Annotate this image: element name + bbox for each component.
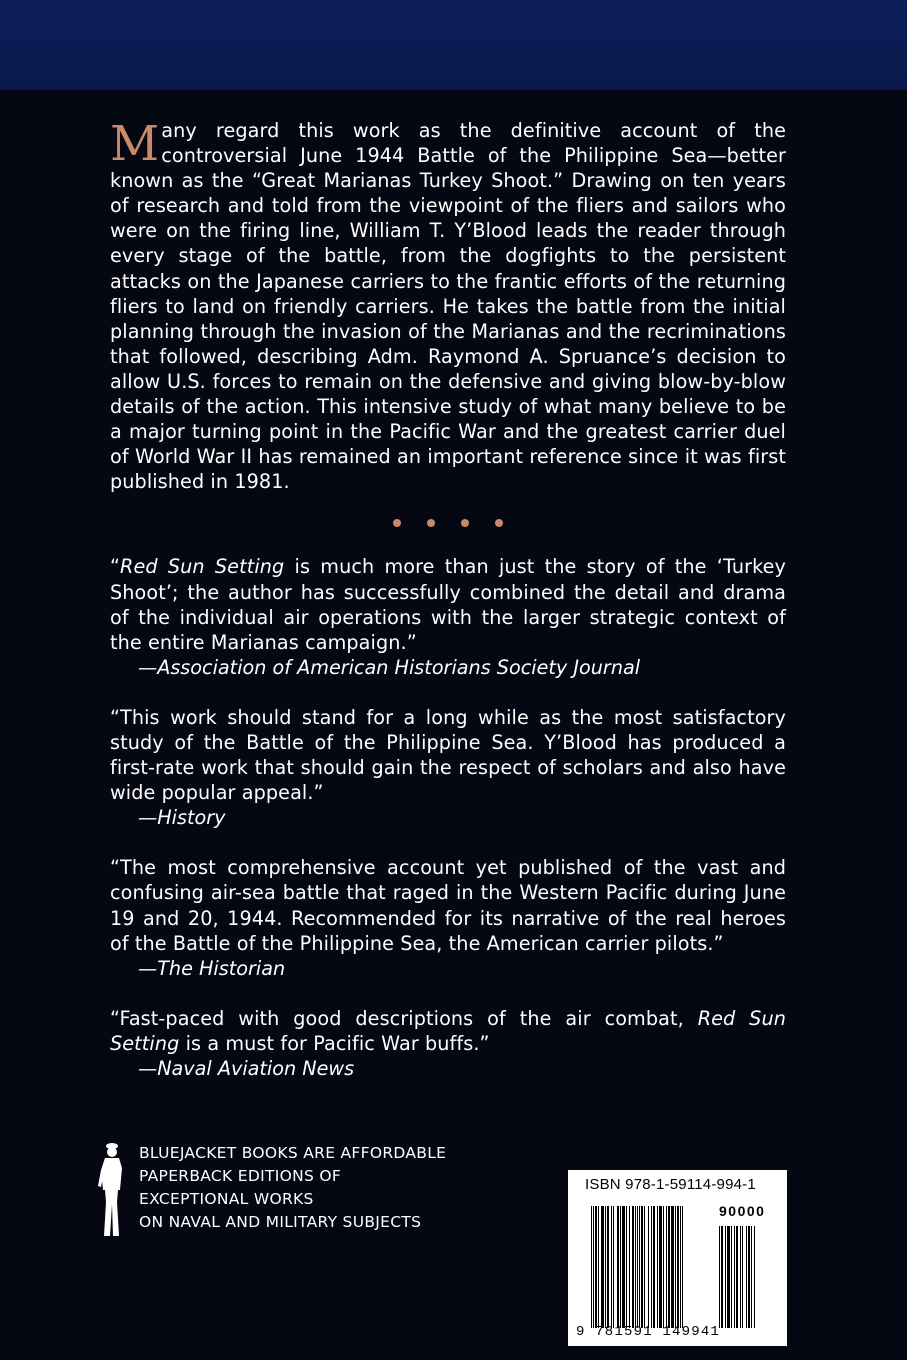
barcode-block <box>568 1170 787 1346</box>
quote-text: is a must for Pacific War buffs.” <box>179 1031 490 1055</box>
barcode-bar <box>755 1226 756 1328</box>
quote-source: —Naval Aviation News <box>138 1057 355 1080</box>
quote-source: —Association of American Historians Society Journal <box>138 655 641 679</box>
top-color-band <box>0 0 907 90</box>
isbn-label: ISBN 978-1-59114-994-1 <box>585 1176 756 1193</box>
review-quote-1 <box>110 554 786 679</box>
sailor-silhouette-icon <box>96 1142 126 1238</box>
divider-dot <box>495 519 503 527</box>
series-line: BLUEJACKET BOOKS ARE AFFORDABLE <box>139 1144 447 1162</box>
series-line: PAPERBACK EDITIONS OF <box>139 1167 342 1185</box>
ean-digits: 9 781591 149941 <box>576 1324 721 1340</box>
divider-dot <box>393 519 401 527</box>
quote-book-title: Red Sun Setting <box>120 555 285 579</box>
quote-source: —History <box>138 806 226 830</box>
ean-barcode-bars <box>591 1206 715 1328</box>
series-statement <box>139 1142 446 1234</box>
section-divider <box>110 512 786 534</box>
addon-barcode-bars <box>719 1226 774 1328</box>
description-text: any regard this work as the definitive account of the controversial June 1944 Battle of the Philippine Sea—better known as the “Great Marianas Turkey Shoot.” Drawing on ten years of research and told from the viewpoint of the fliers and sailors who were on the firing line, William T. Y’Blood leads the reader through every stage of the battle, from the dogfights to the persistent attacks on the Japanese carriers to the frantic efforts of the returning fliers to land on friendly carriers. He takes the battle from the initial planning through the invasion of the Marianas and the recriminations that followed, describing Adm. Raymond A. Spruance’s decision to allow U.S. forces to remain on the defensive and giving blow-by-blow details of the action. This intensive study of what many believe to be a major turning point in the Pacific War and the greatest carrier duel of World War II has remained an important reference since it was first published in 1981. <box>110 119 786 494</box>
series-line: ON NAVAL AND MILITARY SUBJECTS <box>139 1213 422 1231</box>
review-quote-4 <box>110 1006 786 1081</box>
book-description <box>110 118 786 494</box>
barcode-bar <box>682 1206 683 1328</box>
price-code: 90000 <box>719 1203 766 1219</box>
review-quote-3 <box>110 855 786 980</box>
drop-cap: M <box>110 116 160 172</box>
cover-footer <box>0 1138 907 1360</box>
quote-open-mark: “ <box>110 555 121 579</box>
quote-book-title: Red Sun Setting <box>110 1006 786 1055</box>
back-cover-content <box>110 118 786 1106</box>
quote-text: “The most comprehensive account yet published of the vast and confusing air-sea battle that raged in the Western Pacific during June 19 and 20, 1944. Recommended for its narrative of the real heroes of the Battle of the Philippine Sea, the American carrier pilots.” <box>110 856 786 955</box>
quote-text: “This work should stand for a long while as the most satisfactory study of the Battle of the Philippine Sea. Y’Blood has produced a first-rate work that should gain the respect of scholars and also have wide popular appeal.” <box>110 705 786 805</box>
divider-dot <box>461 519 469 527</box>
review-quote-2 <box>110 705 786 830</box>
series-line: EXCEPTIONAL WORKS <box>139 1190 314 1208</box>
quote-text: “Fast-paced with good descriptions of the air combat, <box>110 1006 698 1030</box>
divider-dot <box>427 519 435 527</box>
quote-text: is much more than just the story of the ‘Turkey Shoot’; the author has successfully combined the detail and drama of the individual air operations with the larger strategic context of the entire Marianas campaign.” <box>110 555 787 654</box>
quote-source: —The Historian <box>138 956 286 980</box>
